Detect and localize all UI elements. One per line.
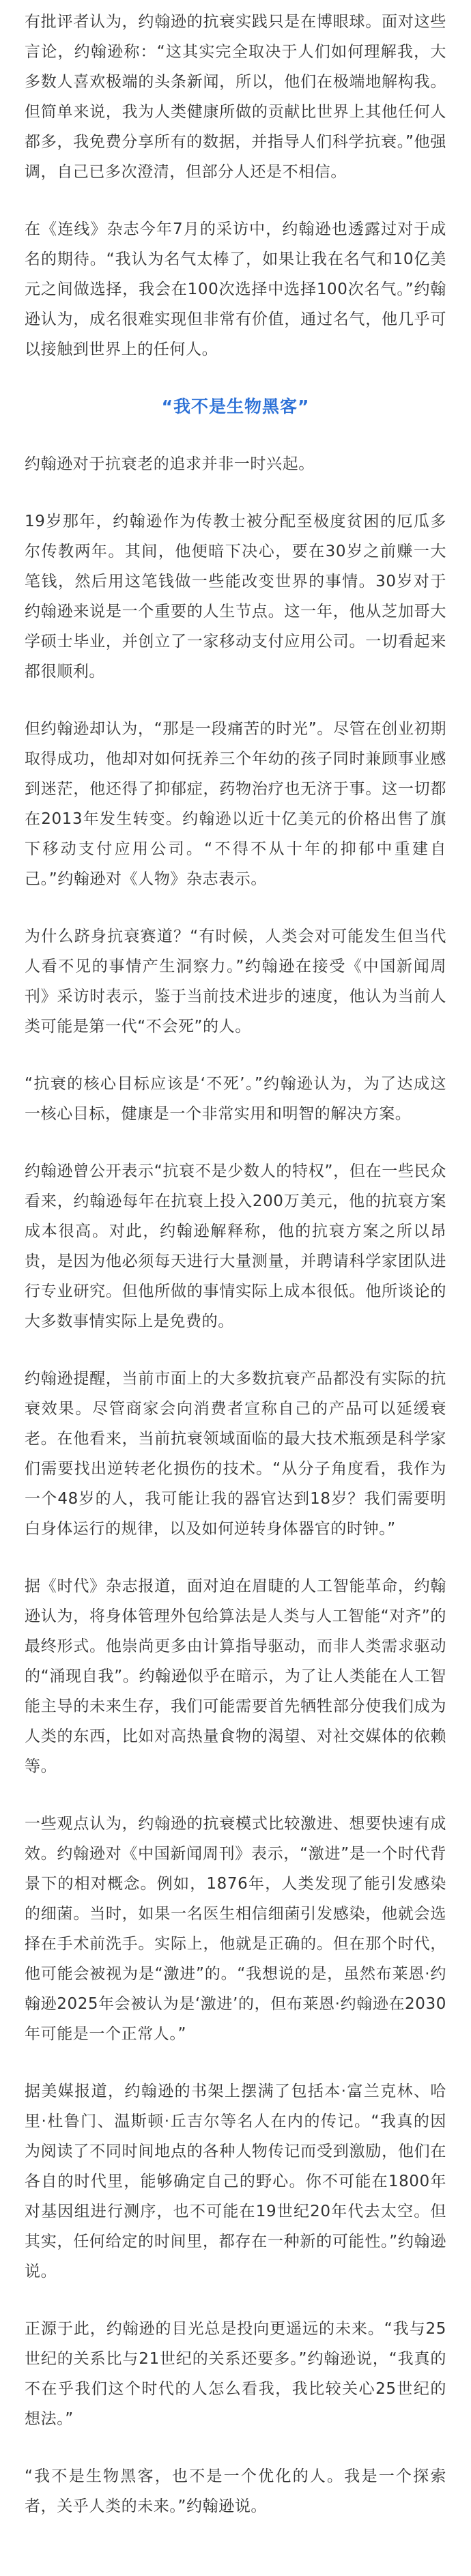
article-paragraph: “抗衰的核心目标应该是‘不死’。”约翰逊认为，为了达成这一核心目标，健康是一个非常实用和明智的解决方案。 xyxy=(25,1075,446,1123)
article-paragraph: 为什么跻身抗衰赛道？“有时候，人类会对可能发生但当代人看不见的事情产生洞察力。”约翰逊在接受《中国新闻周刊》采访时表示，鉴于当前技术进步的速度，他认为当前人类可能是第一代“不会死”的人。 xyxy=(25,928,446,1035)
section-subheading: “我不是生物黑客” xyxy=(161,397,310,416)
article-paragraph: “我不是生物黑客，也不是一个优化的人。我是一个探索者，关乎人类的未来。”约翰逊说。 xyxy=(25,2467,446,2515)
article-paragraph: 但约翰逊却认为，“那是一段痛苦的时光”。尽管在创业初期取得成功，他却对如何抚养三个年幼的孩子同时兼顾事业感到迷茫，他还得了抑郁症，药物治疗也无济于事。这一切都在2013年发生转变。约翰逊以近十亿美元的价格出售了旗下移动支付应用公司。“不得不从十年的抑郁中重建自己。”约翰逊对《人物》杂志表示。 xyxy=(25,720,446,888)
article-paragraph: 约翰逊提醒，当前市面上的大多数抗衰产品都没有实际的抗衰效果。尽管商家会向消费者宣称自己的产品可以延缓衰老。在他看来，当前抗衰领域面临的最大技术瓶颈是科学家们需要找出逆转老化损伤的技术。“从分子角度看，我作为一个48岁的人，我可能让我的器官达到18岁？我们需要明白身体运行的规律，以及如何逆转身体器官的时钟。” xyxy=(25,1370,446,1538)
article-paragraph: 约翰逊对于抗衰老的追求并非一时兴起。 xyxy=(25,455,315,473)
article-paragraph: 19岁那年，约翰逊作为传教士被分配至极度贫困的厄瓜多尔传教两年。其间，他便暗下决心，要在30岁之前赚一大笔钱，然后用这笔钱做一些能改变世界的事情。30岁对于约翰逊来说是一个重要的人生节点。这一年，他从芝加哥大学硕士毕业，并创立了一家移动支付应用公司。一切看起来都很顺利。 xyxy=(25,513,446,681)
article-paragraph: 据美媒报道，约翰逊的书架上摆满了包括本·富兰克林、哈里·杜鲁门、温斯顿·丘吉尔等名人在内的传记。“我真的因为阅读了不同时间地点的各种人物传记而受到激励，他们在各自的时代里，能够确定自己的野心。你不可能在1800年对基因组进行测序，也不可能在19世纪20年代去太空。但其实，任何给定的时间里，都存在一种新的可能性。”约翰逊说。 xyxy=(25,2083,446,2280)
article-paragraph: 在《连线》杂志今年7月的采访中，约翰逊也透露过对于成名的期待。“我认为名气太棒了，如果让我在名气和10亿美元之间做选择，我会在100次选择中选择100次名气。”约翰逊认为，成名很难实现但非常有价值，通过名气，他几乎可以接触到世界上的任何人。 xyxy=(25,220,446,358)
article-paragraph: 一些观点认为，约翰逊的抗衰模式比较激进、想要快速有成效。约翰逊对《中国新闻周刊》表示，“激进”是一个时代背景下的相对概念。例如，1876年，人类发现了能引发感染的细菌。当时，如果一名医生相信细菌引发感染，他就会选择在手术前洗手。实际上，他就是正确的。但在那个时代，他可能会被视为是“激进”的。“我想说的是，虽然布莱恩·约翰逊2025年会被认为是‘激进’的，但布莱恩·约翰逊在2030年可能是一个正常人。” xyxy=(25,1815,446,2043)
article-paragraph: 约翰逊曾公开表示“抗衰不是少数人的特权”，但在一些民众看来，约翰逊每年在抗衰上投入200万美元，他的抗衰方案成本很高。对此，约翰逊解释称，他的抗衰方案之所以昂贵，是因为他必须每天进行大量测量，并聘请科学家团队进行专业研究。但他所做的事情实际上成本很低。他所谈论的大多数事情实际上是免费的。 xyxy=(25,1162,446,1330)
article-paragraph: 正源于此，约翰逊的目光总是投向更遥远的未来。“我与25世纪的关系比与21世纪的关系还要多。”约翰逊说，“我真的不在乎我们这个时代的人怎么看我，我比较关心25世纪的想法。” xyxy=(25,2320,446,2428)
article-paragraph: 有批评者认为，约翰逊的抗衰实践只是在博眼球。面对这些言论，约翰逊称：“这其实完全取决于人们如何理解我，大多数人喜欢极端的头条新闻，所以，他们在极端地解构我。但简单来说，我为人类健康所做的贡献比世界上其他任何人都多，我免费分享所有的数据，并指导人们科学抗衰。”他强调，自己已多次澄清，但部分人还是不相信。 xyxy=(25,13,446,181)
article-paragraph: 据《时代》杂志报道，面对迫在眉睫的人工智能革命，约翰逊认为，将身体管理外包给算法是人类与人工智能“对齐”的最终形式。他崇尚更多由计算指导驱动，而非人类需求驱动的“涌现自我”。约翰逊似乎在暗示，为了让人类能在人工智能主导的未来生存，我们可能需要首先牺牲部分使我们成为人类的东西，比如对高热量食物的渴望、对社交媒体的依赖等。 xyxy=(25,1577,446,1775)
